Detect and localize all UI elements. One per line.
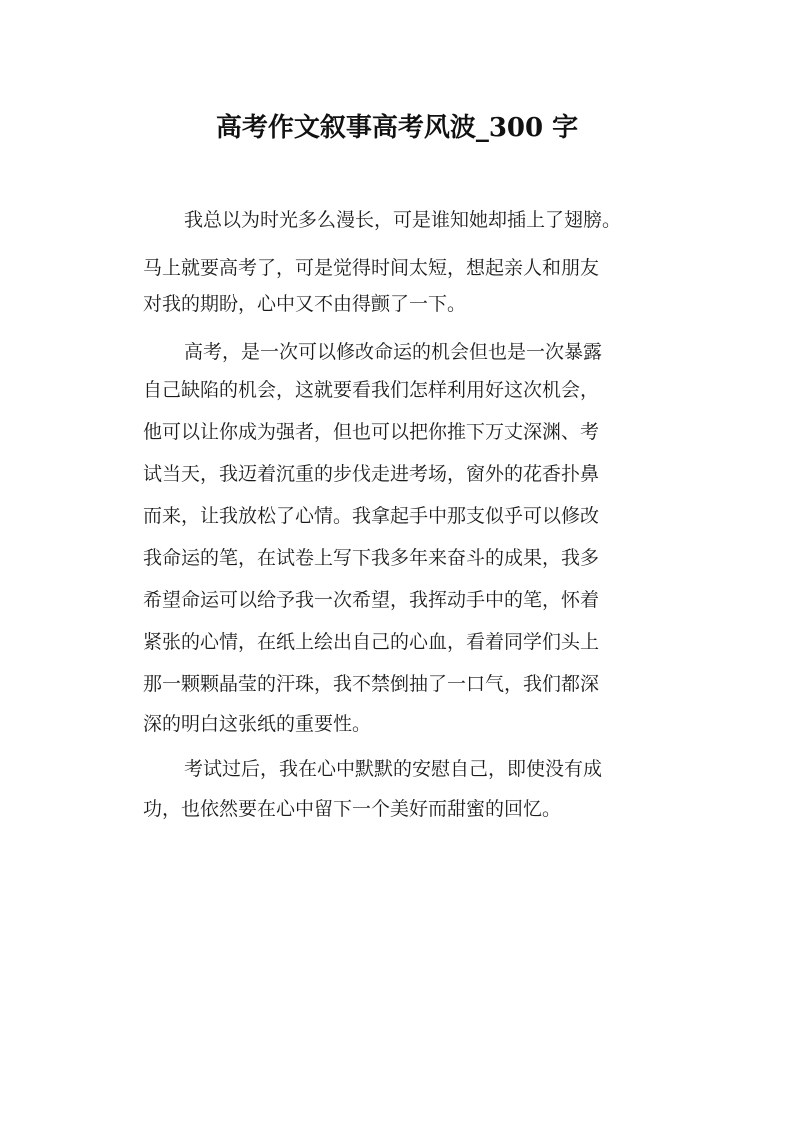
paragraph-3-line-2: 功，也依然要在心中留下一个美好而甜蜜的回忆。 <box>143 798 562 820</box>
paragraph-3-line-1: 考试过后，我在心中默默的安慰自己，即使没有成 <box>184 758 603 780</box>
document-title: 高考作文叙事高考风波_300 字 <box>215 113 579 143</box>
paragraph-2-line-4: 试当天，我迈着沉重的步伐走进考场，窗外的花香扑鼻 <box>143 463 600 485</box>
paragraph-1-line-1: 我总以为时光多么漫长，可是谁知她却插上了翅膀。 <box>184 209 622 231</box>
paragraph-2-line-5: 而来，让我放松了心情。我拿起手中那支似乎可以修改 <box>143 505 600 527</box>
paragraph-2-line-6: 我命运的笔，在试卷上写下我多年来奋斗的成果，我多 <box>143 547 600 569</box>
paragraph-1-line-3: 对我的期盼，心中又不由得颤了一下。 <box>143 293 467 315</box>
paragraph-2-line-10: 深的明白这张纸的重要性。 <box>143 713 372 735</box>
paragraph-2-line-1: 高考，是一次可以修改命运的机会但也是一次暴露 <box>184 341 603 363</box>
paragraph-2-line-8: 紧张的心情，在纸上绘出自己的心血，看着同学们头上 <box>143 631 600 653</box>
paragraph-2-line-9: 那一颗颗晶莹的汗珠，我不禁倒抽了一口气，我们都深 <box>143 673 600 695</box>
paragraph-2-line-2: 自己缺陷的机会，这就要看我们怎样利用好这次机会， <box>143 379 600 401</box>
paragraph-2-line-3: 他可以让你成为强者，但也可以把你推下万丈深渊、考 <box>143 421 600 443</box>
paragraph-2-line-7: 希望命运可以给予我一次希望，我挥动手中的笔，怀着 <box>143 589 600 611</box>
paragraph-1-line-2: 马上就要高考了，可是觉得时间太短，想起亲人和朋友 <box>143 257 600 279</box>
